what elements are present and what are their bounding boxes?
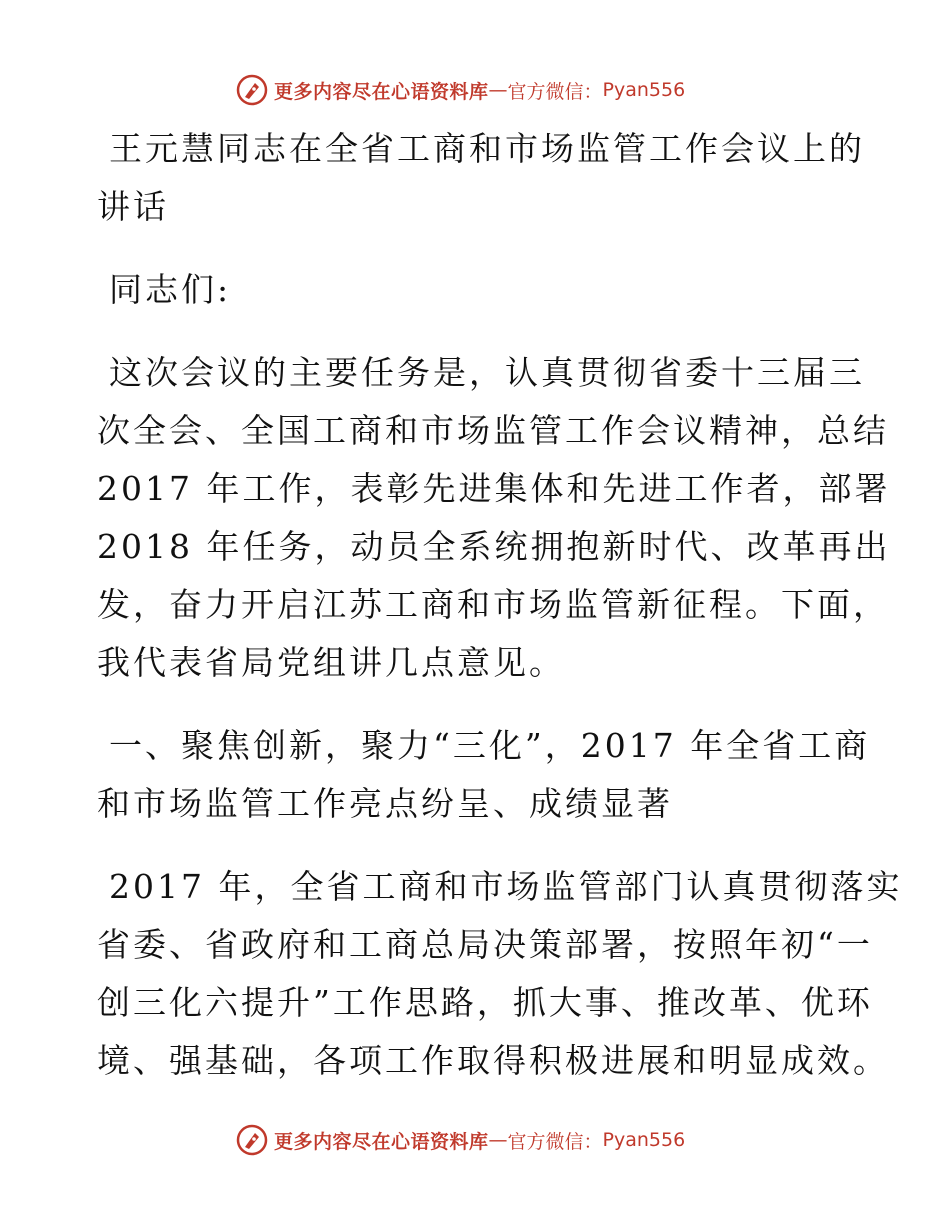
- paragraph-line: 发，奋力开启江苏工商和市场监管新征程。下面，: [97, 585, 889, 624]
- heading-line: 一、聚焦创新，聚力“三化”，2017 年全省工商: [109, 726, 871, 765]
- salutation: 同志们:: [109, 270, 232, 309]
- paragraph-line: 创三化六提升”工作思路，抓大事、推改革、优环: [97, 983, 873, 1022]
- paragraph-line: 境、强基础，各项工作取得积极进展和明显成效。: [97, 1041, 889, 1080]
- watermark-main-text: 更多内容尽在心语资料库: [274, 1130, 489, 1153]
- paragraph-line: 2017 年工作，表彰先进集体和先进工作者，部署: [97, 469, 891, 508]
- paragraph-line: 我代表省局党组讲几点意见。: [97, 643, 565, 682]
- watermark-header: [236, 70, 685, 110]
- document-title-line-2: 讲话: [97, 187, 169, 226]
- watermark-main-text: 更多内容尽在心语资料库: [274, 80, 489, 103]
- pen-nib-logo-icon: [236, 1124, 268, 1156]
- watermark-wechat-label: 官方微信：: [507, 80, 603, 103]
- paragraph-line: 次全会、全国工商和市场监管工作会议精神，总结: [97, 411, 889, 450]
- paragraph-2: [97, 858, 903, 1090]
- paragraph-1: [97, 344, 891, 692]
- watermark-separator: —: [488, 79, 508, 101]
- document-body: [97, 120, 903, 1090]
- watermark-separator: —: [488, 1129, 508, 1151]
- watermark-wechat-id: Pyan556: [602, 1129, 686, 1151]
- watermark-footer: [236, 1120, 685, 1160]
- paragraph-line: 2017 年，全省工商和市场监管部门认真贯彻落实: [109, 867, 903, 906]
- pen-nib-logo-icon: [236, 74, 268, 106]
- watermark-wechat-id: Pyan556: [602, 79, 686, 101]
- paragraph-line: 2018 年任务，动员全系统拥抱新时代、改革再出: [97, 527, 891, 566]
- document-title-line-1: 王元慧同志在全省工商和市场监管工作会议上的: [109, 129, 865, 168]
- watermark-wechat-label: 官方微信：: [507, 1130, 603, 1153]
- section-heading-1: [97, 717, 871, 833]
- paragraph-line: 这次会议的主要任务是，认真贯彻省委十三届三: [109, 353, 865, 392]
- heading-line: 和市场监管工作亮点纷呈、成绩显著: [97, 784, 673, 823]
- paragraph-line: 省委、省政府和工商总局决策部署，按照年初“一: [97, 925, 873, 964]
